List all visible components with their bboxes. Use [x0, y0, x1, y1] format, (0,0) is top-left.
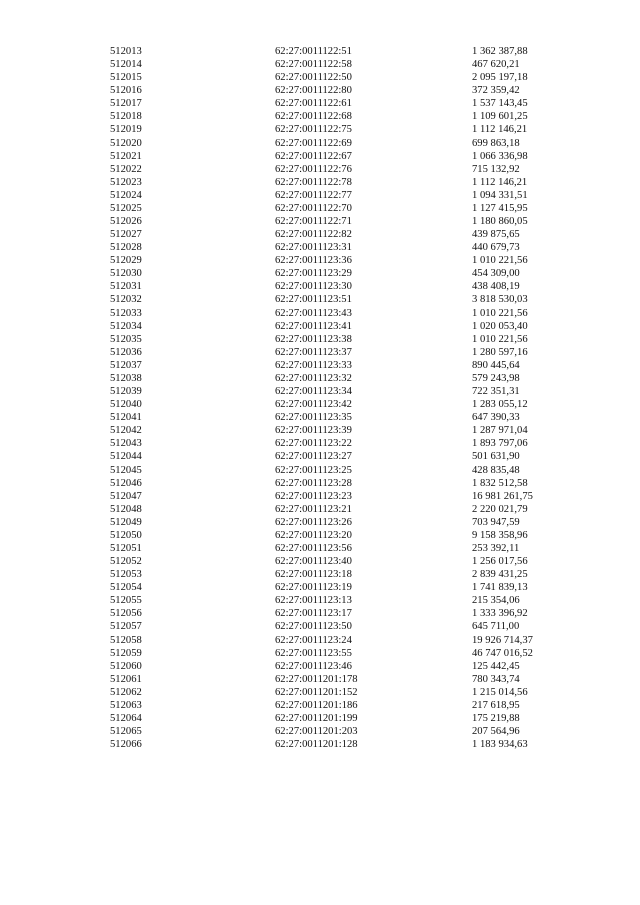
cadastral-number: 62:27:0011123:24 [275, 634, 352, 646]
cadastral-number: 62:27:0011123:35 [275, 412, 352, 424]
cadastral-number: 62:27:0011201:178 [275, 673, 358, 685]
cadastral-number: 62:27:0011123:17 [275, 608, 352, 620]
cadastral-number: 62:27:0011122:67 [275, 150, 352, 162]
row-number: 512031 [110, 281, 142, 293]
row-number: 512024 [110, 189, 142, 201]
cadastral-value: 1 066 336,98 [472, 150, 528, 162]
cadastral-number: 62:27:0011122:78 [275, 176, 352, 188]
table-row [0, 503, 640, 516]
row-number: 512019 [110, 124, 142, 136]
table-row [0, 699, 640, 712]
cadastral-value: 1 127 415,95 [472, 202, 528, 214]
row-number: 512029 [110, 255, 142, 267]
row-number: 512034 [110, 320, 142, 332]
row-number: 512065 [110, 726, 142, 738]
row-number: 512055 [110, 595, 142, 607]
row-number: 512028 [110, 242, 142, 254]
table-row [0, 320, 640, 333]
cadastral-number: 62:27:0011123:23 [275, 490, 352, 502]
row-number: 512038 [110, 372, 142, 384]
cadastral-value: 1 010 221,56 [472, 307, 528, 319]
cadastral-number: 62:27:0011122:76 [275, 163, 352, 175]
table-row [0, 398, 640, 411]
row-number: 512033 [110, 307, 142, 319]
cadastral-value: 3 818 530,03 [472, 294, 528, 306]
cadastral-number: 62:27:0011123:46 [275, 660, 352, 672]
cadastral-number: 62:27:0011201:199 [275, 712, 358, 724]
row-number: 512015 [110, 72, 142, 84]
table-row [0, 163, 640, 176]
cadastral-value: 1 094 331,51 [472, 189, 528, 201]
cadastral-value: 253 392,11 [472, 542, 520, 554]
table-row [0, 594, 640, 607]
cadastral-value: 1 010 221,56 [472, 255, 528, 267]
row-number: 512023 [110, 176, 142, 188]
row-number: 512049 [110, 516, 142, 528]
cadastral-number: 62:27:0011123:34 [275, 386, 352, 398]
cadastral-value: 217 618,95 [472, 699, 520, 711]
row-number: 512025 [110, 202, 142, 214]
cadastral-value: 372 359,42 [472, 85, 520, 97]
row-number: 512064 [110, 712, 142, 724]
row-number: 512040 [110, 399, 142, 411]
row-number: 512037 [110, 359, 142, 371]
cadastral-value: 501 631,90 [472, 451, 520, 463]
table-row [0, 555, 640, 568]
table-row [0, 228, 640, 241]
cadastral-value: 1 020 053,40 [472, 320, 528, 332]
cadastral-value: 1 215 014,56 [472, 686, 528, 698]
cadastral-number: 62:27:0011122:70 [275, 202, 352, 214]
row-number: 512063 [110, 699, 142, 711]
cadastral-value: 207 564,96 [472, 726, 520, 738]
cadastral-value: 2 220 021,79 [472, 503, 528, 515]
row-number: 512039 [110, 386, 142, 398]
row-number: 512051 [110, 542, 142, 554]
cadastral-number: 62:27:0011122:58 [275, 59, 352, 71]
cadastral-number: 62:27:0011123:20 [275, 529, 352, 541]
table-row [0, 673, 640, 686]
cadastral-number: 62:27:0011123:38 [275, 333, 352, 345]
cadastral-number: 62:27:0011122:80 [275, 85, 352, 97]
row-number: 512061 [110, 673, 142, 685]
cadastral-value: 1 832 512,58 [472, 477, 528, 489]
cadastral-value: 645 711,00 [472, 621, 520, 633]
cadastral-value: 699 863,18 [472, 137, 520, 149]
cadastral-number: 62:27:0011122:71 [275, 216, 352, 228]
cadastral-value: 2 839 431,25 [472, 569, 528, 581]
cadastral-value: 1 537 143,45 [472, 98, 528, 110]
cadastral-value: 454 309,00 [472, 268, 520, 280]
table-row [0, 385, 640, 398]
table-row [0, 84, 640, 97]
cadastral-number: 62:27:0011123:39 [275, 425, 352, 437]
cadastral-value: 439 875,65 [472, 229, 520, 241]
row-number: 512044 [110, 451, 142, 463]
cadastral-number: 62:27:0011201:128 [275, 739, 358, 751]
table-row [0, 45, 640, 58]
row-number: 512016 [110, 85, 142, 97]
table-row [0, 568, 640, 581]
table-row [0, 660, 640, 673]
table-row [0, 529, 640, 542]
table-row [0, 267, 640, 280]
row-number: 512057 [110, 621, 142, 633]
cadastral-value: 438 408,19 [472, 281, 520, 293]
row-number: 512014 [110, 59, 142, 71]
row-number: 512043 [110, 438, 142, 450]
cadastral-number: 62:27:0011123:36 [275, 255, 352, 267]
table-row [0, 97, 640, 110]
cadastral-value: 175 219,88 [472, 712, 520, 724]
cadastral-value: 440 679,73 [472, 242, 520, 254]
table-row [0, 71, 640, 84]
cadastral-number: 62:27:0011123:40 [275, 556, 352, 568]
cadastral-number: 62:27:0011122:61 [275, 98, 352, 110]
cadastral-number: 62:27:0011123:27 [275, 451, 352, 463]
cadastral-value: 703 947,59 [472, 516, 520, 528]
row-number: 512066 [110, 739, 142, 751]
row-number: 512041 [110, 412, 142, 424]
cadastral-number: 62:27:0011123:13 [275, 595, 352, 607]
cadastral-value-table [0, 45, 640, 751]
cadastral-number: 62:27:0011123:29 [275, 268, 352, 280]
table-row [0, 189, 640, 202]
row-number: 512059 [110, 647, 142, 659]
cadastral-value: 1 280 597,16 [472, 346, 528, 358]
cadastral-value: 1 362 387,88 [472, 46, 528, 57]
row-number: 512032 [110, 294, 142, 306]
row-number: 512046 [110, 477, 142, 489]
table-row [0, 241, 640, 254]
table-row [0, 346, 640, 359]
row-number: 512022 [110, 163, 142, 175]
row-number: 512048 [110, 503, 142, 515]
cadastral-value: 1 010 221,56 [472, 333, 528, 345]
table-row [0, 137, 640, 150]
cadastral-value: 1 283 055,12 [472, 399, 528, 411]
row-number: 512036 [110, 346, 142, 358]
cadastral-value: 1 893 797,06 [472, 438, 528, 450]
table-row [0, 725, 640, 738]
cadastral-value: 1 183 934,63 [472, 739, 528, 751]
cadastral-number: 62:27:0011122:51 [275, 46, 352, 57]
cadastral-value: 1 741 839,13 [472, 582, 528, 594]
table-row [0, 620, 640, 633]
table-row [0, 647, 640, 660]
cadastral-number: 62:27:0011201:186 [275, 699, 358, 711]
cadastral-value: 1 112 146,21 [472, 124, 528, 136]
cadastral-number: 62:27:0011123:30 [275, 281, 352, 293]
table-row [0, 516, 640, 529]
row-number: 512058 [110, 634, 142, 646]
row-number: 512018 [110, 111, 142, 123]
cadastral-number: 62:27:0011123:50 [275, 621, 352, 633]
row-number: 512042 [110, 425, 142, 437]
row-number: 512062 [110, 686, 142, 698]
table-row [0, 293, 640, 306]
table-row [0, 712, 640, 725]
cadastral-number: 62:27:0011123:55 [275, 647, 352, 659]
table-row [0, 686, 640, 699]
table-row [0, 450, 640, 463]
table-row [0, 464, 640, 477]
table-row [0, 607, 640, 620]
cadastral-value: 9 158 358,96 [472, 529, 528, 541]
cadastral-number: 62:27:0011123:37 [275, 346, 352, 358]
cadastral-value: 1 333 396,92 [472, 608, 528, 620]
table-row [0, 176, 640, 189]
table-row [0, 738, 640, 751]
cadastral-value: 715 132,92 [472, 163, 520, 175]
cadastral-number: 62:27:0011123:21 [275, 503, 352, 515]
cadastral-value: 1 109 601,25 [472, 111, 528, 123]
cadastral-value: 722 351,31 [472, 386, 520, 398]
table-row [0, 307, 640, 320]
cadastral-number: 62:27:0011123:33 [275, 359, 352, 371]
row-number: 512017 [110, 98, 142, 110]
table-row [0, 280, 640, 293]
cadastral-value: 1 287 971,04 [472, 425, 528, 437]
row-number: 512021 [110, 150, 142, 162]
cadastral-number: 62:27:0011123:32 [275, 372, 352, 384]
row-number: 512027 [110, 229, 142, 241]
cadastral-value: 2 095 197,18 [472, 72, 528, 84]
cadastral-number: 62:27:0011123:41 [275, 320, 352, 332]
cadastral-value: 1 180 860,05 [472, 216, 528, 228]
cadastral-number: 62:27:0011123:19 [275, 582, 352, 594]
cadastral-number: 62:27:0011122:68 [275, 111, 352, 123]
cadastral-number: 62:27:0011122:69 [275, 137, 352, 149]
table-row [0, 215, 640, 228]
table-row [0, 581, 640, 594]
cadastral-number: 62:27:0011123:56 [275, 542, 352, 554]
cadastral-number: 62:27:0011123:51 [275, 294, 352, 306]
table-row [0, 634, 640, 647]
cadastral-value: 19 926 714,37 [472, 634, 533, 646]
table-row [0, 359, 640, 372]
row-number: 512047 [110, 490, 142, 502]
row-number: 512056 [110, 608, 142, 620]
table-row [0, 110, 640, 123]
cadastral-value: 125 442,45 [472, 660, 520, 672]
cadastral-value: 890 445,64 [472, 359, 520, 371]
cadastral-number: 62:27:0011201:203 [275, 726, 358, 738]
table-row [0, 437, 640, 450]
row-number: 512030 [110, 268, 142, 280]
cadastral-number: 62:27:0011123:18 [275, 569, 352, 581]
table-row [0, 424, 640, 437]
cadastral-number: 62:27:0011122:50 [275, 72, 352, 84]
cadastral-value: 467 620,21 [472, 59, 520, 71]
cadastral-number: 62:27:0011201:152 [275, 686, 358, 698]
cadastral-value: 16 981 261,75 [472, 490, 533, 502]
table-row [0, 490, 640, 503]
cadastral-number: 62:27:0011123:26 [275, 516, 352, 528]
cadastral-value: 579 243,98 [472, 372, 520, 384]
row-number: 512060 [110, 660, 142, 672]
cadastral-number: 62:27:0011123:43 [275, 307, 352, 319]
row-number: 512054 [110, 582, 142, 594]
table-row [0, 254, 640, 267]
cadastral-number: 62:27:0011122:82 [275, 229, 352, 241]
row-number: 512026 [110, 216, 142, 228]
cadastral-value: 215 354,06 [472, 595, 520, 607]
cadastral-value: 1 112 146,21 [472, 176, 528, 188]
table-row [0, 333, 640, 346]
table-row [0, 411, 640, 424]
cadastral-number: 62:27:0011123:28 [275, 477, 352, 489]
row-number: 512035 [110, 333, 142, 345]
row-number: 512045 [110, 464, 142, 476]
cadastral-number: 62:27:0011123:31 [275, 242, 352, 254]
row-number: 512020 [110, 137, 142, 149]
cadastral-number: 62:27:0011123:22 [275, 438, 352, 450]
table-row [0, 150, 640, 163]
cadastral-value: 46 747 016,52 [472, 647, 533, 659]
row-number: 512053 [110, 569, 142, 581]
table-row [0, 202, 640, 215]
table-row [0, 542, 640, 555]
table-row [0, 123, 640, 136]
cadastral-value: 1 256 017,56 [472, 556, 528, 568]
cadastral-number: 62:27:0011122:75 [275, 124, 352, 136]
table-row [0, 477, 640, 490]
cadastral-value: 647 390,33 [472, 412, 520, 424]
cadastral-value: 428 835,48 [472, 464, 520, 476]
cadastral-value: 780 343,74 [472, 673, 520, 685]
cadastral-number: 62:27:0011122:77 [275, 189, 352, 201]
cadastral-number: 62:27:0011123:25 [275, 464, 352, 476]
row-number: 512052 [110, 556, 142, 568]
cadastral-number: 62:27:0011123:42 [275, 399, 352, 411]
row-number: 512013 [110, 46, 142, 57]
table-row [0, 58, 640, 71]
table-row [0, 372, 640, 385]
row-number: 512050 [110, 529, 142, 541]
